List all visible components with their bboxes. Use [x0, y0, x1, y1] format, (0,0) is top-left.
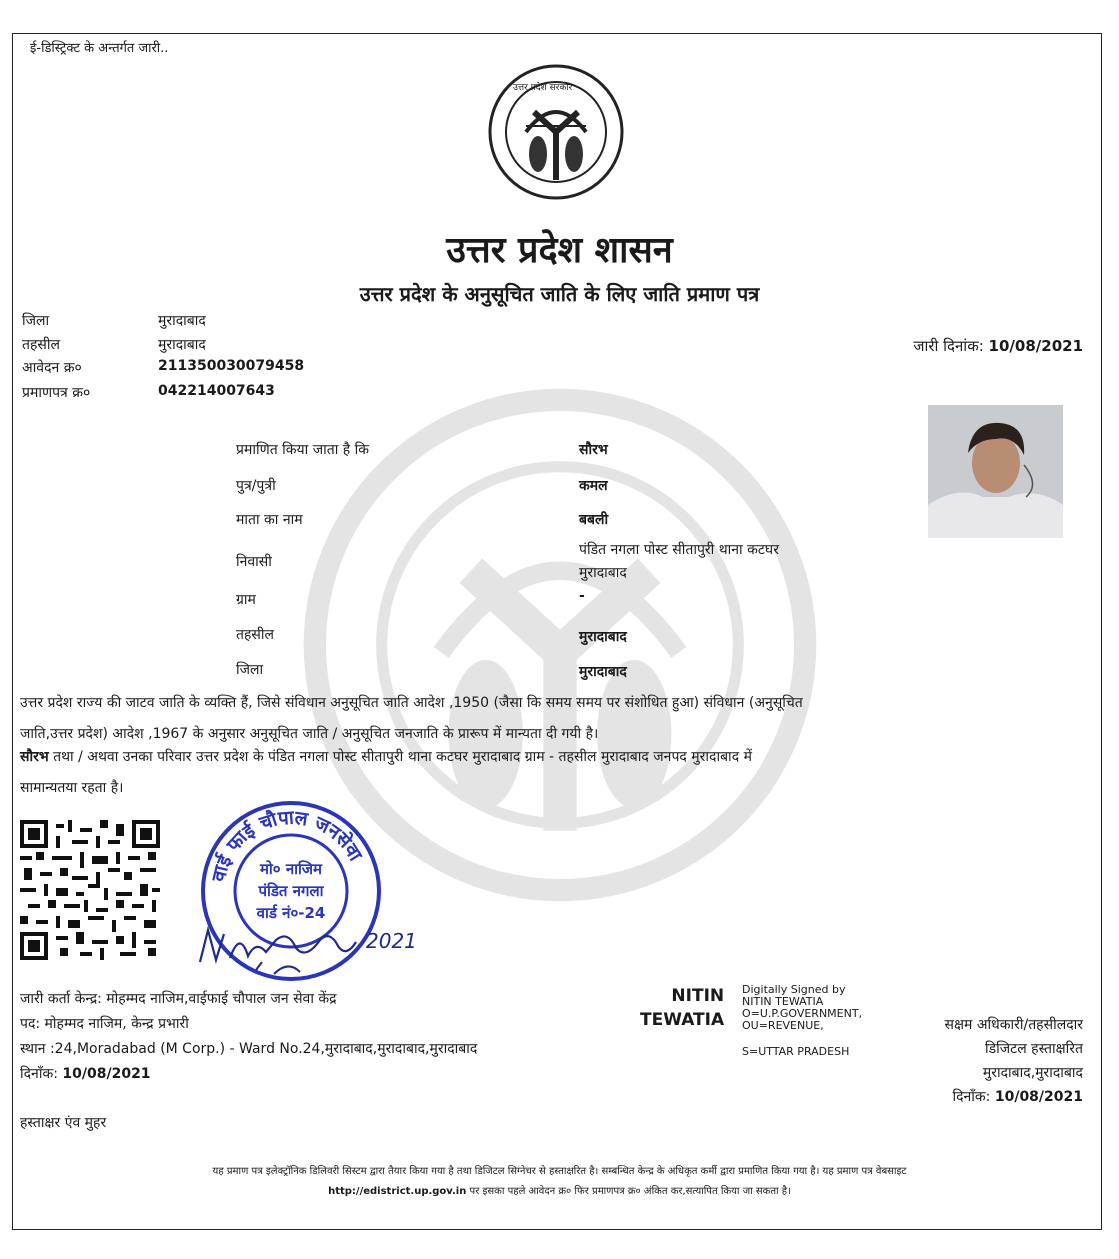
detail-value-address-2: मुरादाबाद	[579, 565, 627, 581]
detail-value-mother: बबली	[579, 512, 609, 528]
digital-signature-details	[742, 984, 862, 1058]
footer-note-line-1: यह प्रमाण पत्र इलेक्ट्रॉनिक डिलिवरी सिस्टम द्वारा तैयार किया गया है तथा डिजिटल सिग्नेचर से हस्ताक्षरित है। सम्बन्धित केन्द्र के अधिकृत कर्मी द्वारा प्रमाणित किया गया है। यह प्रमाण पत्र वेबसाइट	[212, 1166, 907, 1177]
stamp-line-2: पंडित नगला	[258, 882, 324, 900]
issuer-post: पद: मोहम्मद नाजिम, केन्द्र प्रभारी	[20, 1016, 189, 1032]
government-title: उत्तर प्रदेश शासन	[446, 229, 673, 271]
district-label: जिला	[22, 313, 50, 329]
digsig-line-1: Digitally Signed by	[742, 983, 846, 996]
digsig-line-5: S=UTTAR PRADESH	[742, 1045, 850, 1058]
digital-signer-last-name: TEWATIA	[640, 1010, 725, 1030]
issue-date-value: 10/08/2021	[988, 337, 1083, 355]
footer-note-line-2-text: पर इसका पहले आवेदन क्र० फिर प्रमाणपत्र क्र० अंकित कर,सत्यापित किया जा सकता है।	[466, 1186, 791, 1197]
stamp-ring-text: वाई फाई चौपाल जनसेवा	[207, 806, 367, 884]
application-no-label: आवेदन क्र०	[22, 360, 82, 376]
qr-code[interactable]	[20, 820, 160, 960]
detail-label-certified: प्रमाणित किया जाता है कि	[236, 442, 370, 458]
detail-value-father: कमल	[579, 478, 608, 494]
officer-digital-signed: डिजिटल हस्ताक्षरित	[985, 1041, 1083, 1057]
footer-note-line-2	[0, 1183, 1119, 1197]
detail-value-address: पंडित नगला पोस्ट सीतापुरी थाना कटघर	[579, 542, 779, 558]
digsig-line-2: NITIN TEWATIA	[742, 995, 824, 1008]
issue-date	[913, 336, 1083, 356]
signature-date: 2021	[366, 929, 417, 953]
footer-verify-link[interactable]: http://edistrict.up.gov.in	[328, 1186, 467, 1197]
residence-statement-name: सौरभ	[20, 749, 49, 765]
detail-value-village: -	[579, 588, 585, 604]
certificate-no-value: 042214007643	[158, 383, 275, 399]
emblem-ring-text: उत्तर प्रदेश सरकार	[513, 83, 573, 93]
residence-statement	[20, 742, 1050, 804]
digsig-line-3: O=U.P.GOVERNMENT,	[742, 1007, 863, 1020]
issuer-date	[20, 1064, 151, 1083]
officer-date	[945, 1085, 1084, 1109]
digsig-line-4: OU=REVENUE,	[742, 1019, 824, 1032]
stamp-line-3: वार्ड नं०-24	[256, 904, 326, 922]
residence-statement-line-1: तथा / अथवा उनका परिवार उत्तर प्रदेश के पंडित नगला पोस्ट सीतापुरी थाना कटघर मुरादाबाद ग्राम - तहसील मुरादाबाद जनपद मुरादाबाद में	[48, 749, 752, 765]
detail-value-name: सौरभ	[579, 442, 608, 458]
officer-date-label: दिनाँक:	[952, 1089, 991, 1105]
issuer-date-label: दिनाँक:	[20, 1066, 58, 1082]
officer-block	[945, 1013, 1084, 1109]
digital-signer-name	[640, 984, 724, 1032]
detail-label-village: ग्राम	[236, 592, 256, 608]
district-value: मुरादाबाद	[158, 313, 206, 329]
detail-value-district: मुरादाबाद	[579, 664, 627, 680]
detail-label-mother: माता का नाम	[236, 512, 303, 528]
issuer-place: स्थान :24,Moradabad (M Corp.) - Ward No.24,मुरादाबाद,मुरादाबाद,मुरादाबाद	[20, 1041, 478, 1057]
officer-title: सक्षम अधिकारी/तहसीलदार	[944, 1017, 1083, 1033]
certificate-title: उत्तर प्रदेश के अनुसूचित जाति के लिए जाति प्रमाण पत्र	[359, 282, 760, 306]
residence-statement-line-2: सामान्यतया रहता है।	[20, 780, 124, 796]
issuer-date-value: 10/08/2021	[62, 1066, 151, 1082]
officer-place: मुरादाबाद,मुरादाबाद	[982, 1065, 1083, 1081]
tehsil-value: मुरादाबाद	[158, 337, 206, 353]
issued-under-note: ई-डिस्ट्रिक्ट के अन्तर्गत जारी..	[30, 41, 169, 56]
detail-label-district: जिला	[236, 662, 264, 678]
caste-statement-line-2: जाति,उत्तर प्रदेश) आदेश ,1967 के अनुसार अनुसूचित जाति / अनुसूचित जनजाति के प्रारूप में मान्यता दी गयी है।	[20, 726, 599, 742]
handwritten-signature	[196, 900, 436, 980]
detail-label-resident: निवासी	[236, 554, 272, 570]
officer-date-value: 10/08/2021	[994, 1089, 1083, 1105]
issuer-center: जारी कर्ता केन्द्र: मोहम्मद नाजिम,वाईफाई चौपाल जन सेवा केंद्र	[20, 991, 337, 1007]
detail-label-son-daughter: पुत्र/पुत्री	[236, 478, 276, 494]
certificate-no-label: प्रमाणपत्र क्र०	[22, 385, 91, 401]
application-no-value: 211350030079458	[158, 358, 305, 374]
caste-statement-line-1: उत्तर प्रदेश राज्य की जाटव जाति के व्यक्ति हैं, जिसे संविधान अनुसूचित जाति आदेश ,1950 (जैसा कि समय समय पर संशोधित हुआ) संविधान (अनुसूचित	[20, 695, 803, 711]
detail-label-tehsil: तहसील	[236, 627, 274, 643]
detail-value-tehsil: मुरादाबाद	[579, 629, 627, 645]
issue-date-label: जारी दिनांक:	[913, 337, 984, 355]
sign-and-seal-label: हस्ताक्षर एंव मुहर	[20, 1115, 107, 1131]
digital-signer-first-name: NITIN	[671, 986, 725, 1006]
stamp-line-1: मो० नाजिम	[259, 860, 323, 878]
tehsil-label: तहसील	[22, 337, 60, 353]
applicant-photo	[928, 405, 1063, 538]
caste-statement	[20, 688, 1050, 750]
